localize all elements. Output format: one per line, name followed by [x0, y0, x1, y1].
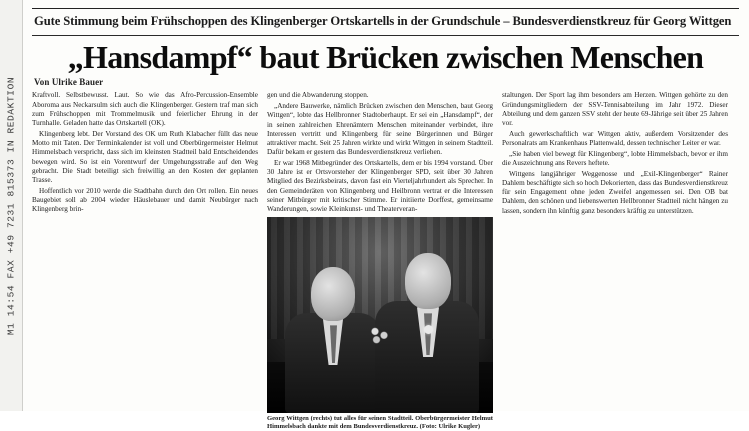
- kicker-rule: [32, 35, 739, 36]
- paragraph: „Sie haben viel bewegt für Klingenberg“, lobte Himmelsbach, bevor er ihm die Auszeichnung ans Revers heftete.: [502, 149, 728, 167]
- paragraph: Er war 1968 Mitbegründer des Ortskartells, dem er bis 1994 vorstand. Über 30 Jahre ist er Ortsvorsteher der Klingenberger SPD, seit über 30 Jahren Mitglied des Bezirksbeirats, davon fast ein Vierteljahrhundert als Sprecher. In den Gemeinderäten von Klingenberg und Heilbronn vertrat er die Interessen seiner Mitbürger mit kritischer Stimme. Er initiierte Dorffest, gemeinsame Wanderungen, sowie Kleinkunst- und Theaterveran-: [267, 159, 493, 214]
- column-1: [32, 91, 258, 214]
- paragraph: Auch gewerkschaftlich war Wittgen aktiv, außerdem Vorsitzender des Personalrats am Krankenhaus Plattenwald, dessen technischer Leiter er war.: [502, 129, 728, 148]
- article-byline: Von Ulrike Bauer: [34, 77, 104, 88]
- paragraph: Hoffentlich vor 2010 werde die Stadtbahn durch den Ort rollen. Ein neues Baugebiet soll ab 2004 wieder Häuslebauer und damit Neubürger nach Klingenberg brin-: [32, 186, 258, 214]
- photo-person-right-head: [405, 253, 451, 309]
- paragraph: „Andere Bauwerke, nämlich Brücken zwischen den Menschen, baut Georg Wittgen“, lobte das Hellbronner Stadtoberhaupt. Er sei ein „Hansdampf“, der in seinen zahlreichen Ehrenämtern Menschen miteinander verbindet, ihre Interessen vertritt und Klingenberg für seine Bürgerinnen und Bürger attraktiver macht. Seit 25 Jahren wirkte und wirkt Wittgen in seinem Stadtteil. Dafür bekam er gestern das Bundesverdienstkreuz verliehen.: [267, 102, 493, 157]
- paragraph: gen und die Abwanderung stoppen.: [267, 91, 369, 100]
- paragraph: staltungen. Der Sport lag ihm besonders am Herzen. Wittgen gehörte zu den Gründungsmitgliedern der SSV-Tennisabteilung im Jahr 1972. Dieser Abteilung und dem ganzen SSV steht der heute 69-Jährige seit über 25 Jahren vor.: [502, 91, 728, 128]
- article-kicker: Gute Stimmung beim Frühschoppen des Klingenberger Ortskartells in der Grundschule – Bundesverdienstkreuz für Georg Wittgen: [34, 14, 732, 28]
- paragraph: Kraftvoll. Selbstbewusst. Laut. So wie das Afro-Percussion-Ensemble Aboroma aus Neckarsulm sich auch die Klingenberger. Gestern traf man sich zum Frühschoppen mit Trommelmusik und feierlicher Ehrung in der Turnhalle. Geladen hatte das Ortskartell (OK).: [32, 91, 258, 128]
- fax-header-strip: [0, 0, 23, 411]
- top-rule: [32, 8, 739, 9]
- article-columns: [32, 91, 739, 431]
- paragraph: Klingenberg lebt. Der Vorstand des OK um Ruth Klabacher füllt das neue Motto mit Taten. Der Terminkalender ist voll und Oberbürgermeister Helmut Himmelsbach verspricht, dass sich im kleinsten Stadtteil bald Entscheidendes bewegen wird. So ist ein Vorentwurf der Umgehungsstraße auf den Weg gebracht. Die Stadt beteiligt sich freiwillig an den Kosten der geplanten Trasse.: [32, 129, 258, 184]
- photo-caption: Georg Wittgen (rechts) tut alles für seinen Stadtteil. Oberbürgermeister Helmut Himmelsbach dankte mit dem Bundesverdienstkreuz. (Foto: Ulrike Kugler): [267, 415, 493, 431]
- paragraph: Wittgens langjähriger Weggenosse und „Exil-Klingenberger“ Rainer Dahlem beschäftigte sich so hoch Dekorierten, dass das Bundesverdienstkreuz für sein Engagement ohne jeden Zweifel angemessen sei. Den OB bat Dahlem, den schönen und liebenswerten Hellbronner Stadtteil nicht hängen zu lassen, sondern ihn künftig ganz besonders kräftig zu unterstützen.: [502, 169, 728, 215]
- press-photo-two-men: [267, 217, 493, 413]
- fax-header-text: M1 14:54 FAX +49 7231 815373 IN REDAKTION: [5, 76, 17, 335]
- article-content: [22, 0, 749, 431]
- column-3: [502, 91, 728, 215]
- column-2: [267, 91, 493, 431]
- page-title: „Hansdampf“ baut Brücken zwischen Menschen: [67, 38, 704, 75]
- photo-person-left-head: [311, 267, 355, 321]
- photo-block: [267, 217, 493, 431]
